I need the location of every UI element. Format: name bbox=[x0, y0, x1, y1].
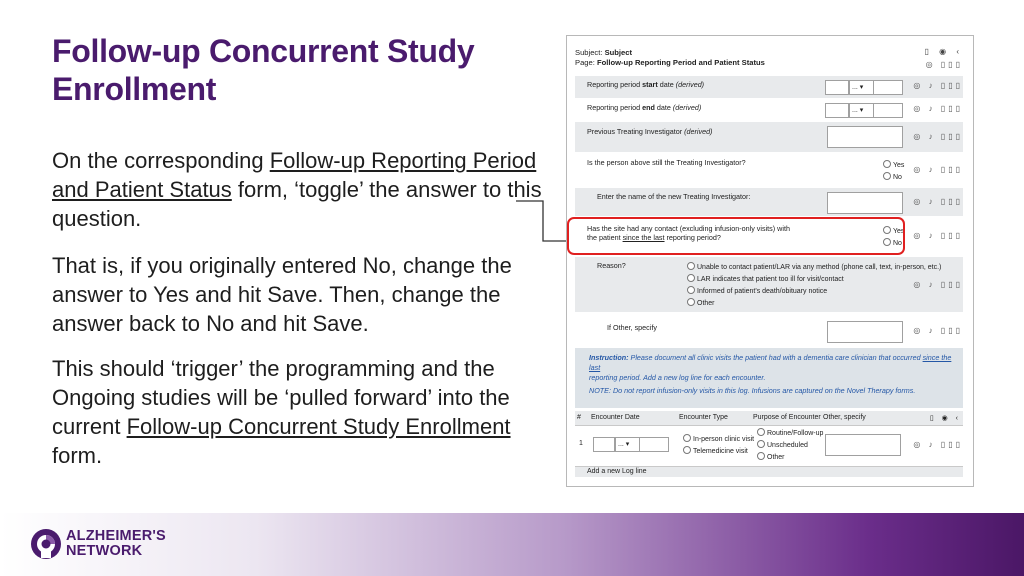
p3-form-link[interactable]: Follow-up Concurrent Study Enrollment bbox=[126, 414, 511, 439]
start-row-icons[interactable]: ◎ ♪ ▯▯▯ bbox=[913, 81, 963, 90]
reason-option-4[interactable]: Other bbox=[687, 298, 715, 309]
alzheimers-network-logo-icon bbox=[30, 528, 62, 560]
new-investigator-textarea[interactable] bbox=[827, 192, 903, 214]
header-icon-row: ◎ ▯▯▯ bbox=[925, 60, 963, 69]
reason-option-1[interactable]: Unable to contact patient/LAR via any method (phone call, text, in-person, etc.) bbox=[687, 262, 941, 273]
purpose-other-radio[interactable]: Other bbox=[757, 452, 785, 463]
other-specify-textarea[interactable] bbox=[825, 434, 901, 456]
log-table-row: 1 ... ▾ In-person clinic visit Telemedicine visit Routine/Follow-up Unscheduled Other ◎ ♪ ▯▯▯ bbox=[575, 426, 963, 467]
header-icons[interactable]: ▯ ◉ ‹ bbox=[924, 47, 963, 56]
prev-investigator-textarea[interactable] bbox=[827, 126, 903, 148]
reason-option-3[interactable]: Informed of patient's death/obituary notice bbox=[687, 286, 827, 297]
encounter-month-select[interactable]: ... ▾ bbox=[615, 437, 641, 452]
row-still-investigator: Is the person above still the Treating Investigator? Yes No ◎ ♪ ▯▯▯ bbox=[587, 158, 963, 181]
reason-option-2[interactable]: LAR indicates that patient too ill for visit/contact bbox=[687, 274, 844, 285]
row-reason: Reason? Unable to contact patient/LAR via any method (phone call, text, in-person, etc.) LAR indicates that patient too ill for visit/contact Informed of patient's death/obituary notice Other ◎ ♪ ▯▯▯ bbox=[575, 257, 963, 312]
start-month-select[interactable]: ... ▾ bbox=[849, 80, 875, 95]
encounter-year-input[interactable] bbox=[639, 437, 669, 452]
start-year-input[interactable] bbox=[873, 80, 903, 95]
form-header: Subject: Subject Page: Follow-up Reporting Period and Patient Status bbox=[575, 48, 765, 67]
paragraph-change-answer: That is, if you originally entered No, change the answer to Yes and hit Save. Then, change the answer back to No and hit Save. bbox=[52, 253, 512, 336]
row-new-investigator: Enter the name of the new Treating Investigator: ◎ ♪ ▯▯▯ bbox=[575, 188, 963, 216]
purpose-unscheduled-radio[interactable]: Unscheduled bbox=[757, 440, 808, 451]
if-other-textarea[interactable] bbox=[827, 321, 903, 343]
encounter-day-input[interactable] bbox=[593, 437, 615, 452]
end-day-input[interactable] bbox=[825, 103, 849, 118]
log-table-header: # Encounter Date Encounter Type Purpose of Encounter Other, specify ▯ ◉ ‹ bbox=[575, 411, 963, 426]
type-inperson-radio[interactable]: In-person clinic visit bbox=[683, 434, 754, 445]
row-prev-investigator: Previous Treating Investigator (derived) ◎ ♪ ▯▯▯ bbox=[575, 122, 963, 152]
still-row-icons[interactable]: ◎ ♪ ▯▯▯ bbox=[913, 165, 963, 174]
contact-no-radio[interactable]: No bbox=[883, 238, 902, 249]
new-row-icons[interactable]: ◎ ♪ ▯▯▯ bbox=[913, 197, 963, 206]
row-site-contact: Has the site had any contact (excluding infusion-only visits) with the patient since the last reporting period? Yes No ◎ ♪ ▯▯▯ bbox=[587, 224, 963, 247]
brand-name: ALZHEIMER'S NETWORK bbox=[66, 528, 166, 559]
p1-pre: On the corresponding bbox=[52, 148, 270, 173]
purpose-routine-radio[interactable]: Routine/Follow-up bbox=[757, 428, 823, 439]
still-no-radio[interactable]: No bbox=[883, 172, 902, 183]
end-row-icons[interactable]: ◎ ♪ ▯▯▯ bbox=[913, 104, 963, 113]
p3-post: form. bbox=[52, 443, 103, 468]
log-row-icons[interactable]: ◎ ♪ ▯▯▯ bbox=[913, 440, 963, 449]
contact-yes-radio[interactable]: Yes bbox=[883, 226, 904, 237]
slide-title: Follow-up Concurrent Study Enrollment bbox=[52, 33, 475, 107]
other-row-icons[interactable]: ◎ ♪ ▯▯▯ bbox=[913, 326, 963, 335]
start-day-input[interactable] bbox=[825, 80, 849, 95]
still-yes-radio[interactable]: Yes bbox=[883, 160, 904, 171]
highlight-box bbox=[567, 217, 905, 255]
reason-row-icons[interactable]: ◎ ♪ ▯▯▯ bbox=[913, 280, 963, 289]
end-month-select[interactable]: ... ▾ bbox=[849, 103, 875, 118]
table-header-icons[interactable]: ▯ ◉ ‹ bbox=[929, 415, 961, 422]
p1-post: form, ‘toggle’ the answer to this question. bbox=[52, 177, 542, 231]
type-telemedicine-radio[interactable]: Telemedicine visit bbox=[683, 446, 748, 457]
row-start-date: Reporting period start date (derived) ... ▾ ◎ ♪ ▯▯▯ bbox=[575, 76, 963, 98]
instruction-box: Instruction: Please document all clinic visits the patient had with a dementia care clinician that occurred since the last reporting period. Add a new log line for each encounter. NOTE: Do not report infusion-only visits in this log. Infusions are captured on the Novel Therapy forms. bbox=[575, 348, 963, 408]
contact-row-icons[interactable]: ◎ ♪ ▯▯▯ bbox=[913, 231, 963, 240]
form-screenshot bbox=[566, 35, 974, 487]
add-log-line-link[interactable]: Add a new Log line bbox=[575, 467, 963, 477]
p1-form-link[interactable]: Follow-up Reporting Period and Patient Status bbox=[52, 148, 537, 202]
prev-row-icons[interactable]: ◎ ♪ ▯▯▯ bbox=[913, 132, 963, 141]
row-end-date: Reporting period end date (derived) ... ▾ ◎ ♪ ▯▯▯ bbox=[575, 99, 963, 121]
row-if-other: If Other, specify ◎ ♪ ▯▯▯ bbox=[575, 313, 963, 345]
p3-pre: This should ‘trigger’ the programming and the Ongoing studies will be ‘pulled forward’ into the current bbox=[52, 356, 510, 439]
end-year-input[interactable] bbox=[873, 103, 903, 118]
